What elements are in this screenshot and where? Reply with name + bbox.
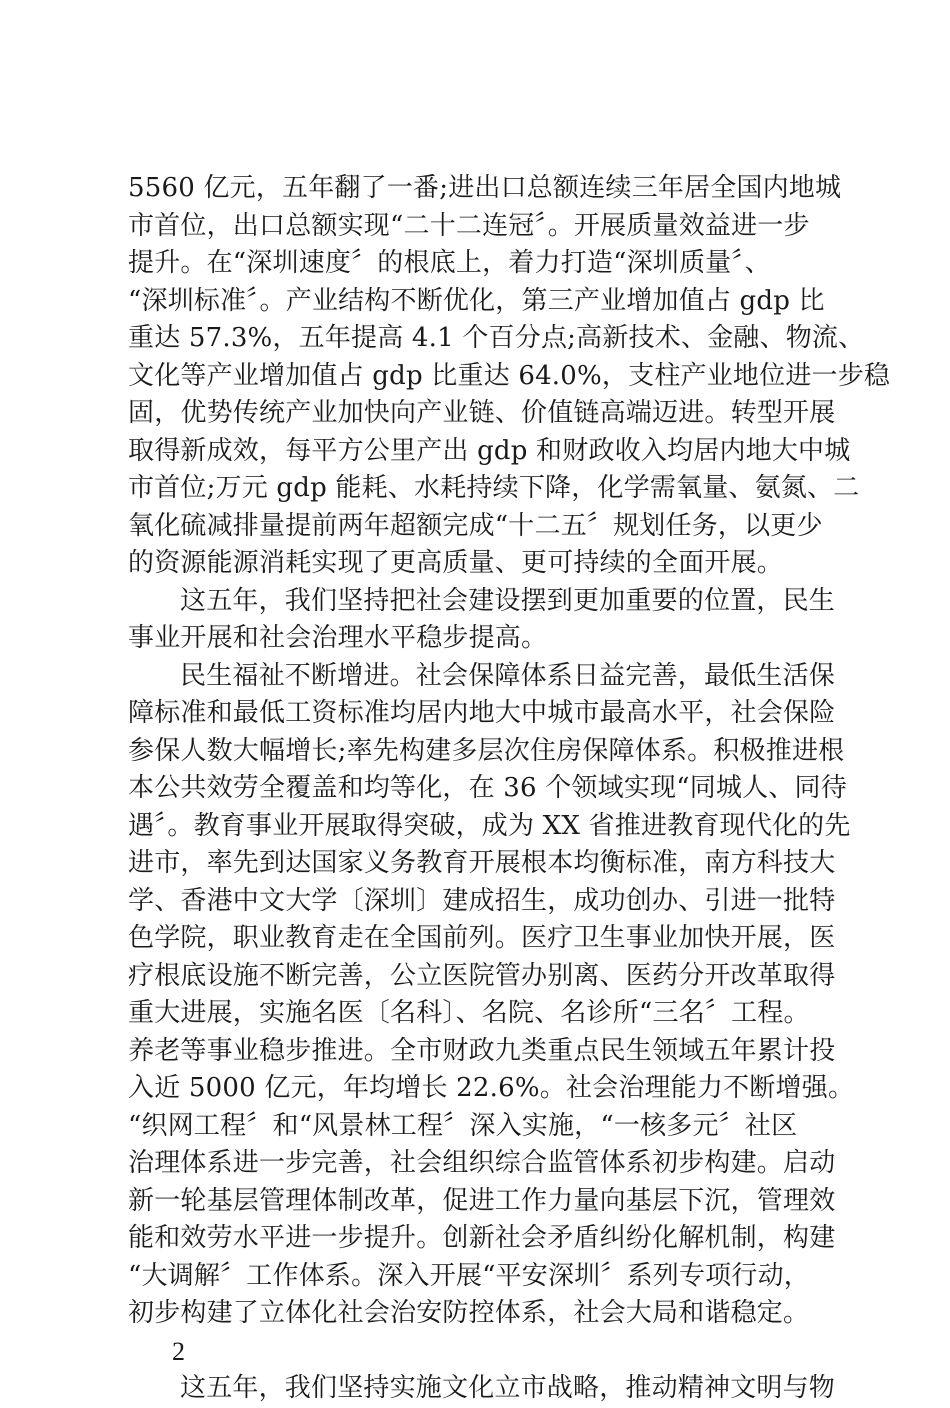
text-line: 学、香港中文大学〔深圳〕建成招生，成功创办、引进一批特 [128,885,836,916]
paragraph-first-line: 这五年，我们坚持把社会建设摆到更加重要的位置，民生 [180,585,836,616]
text-line: 5560 亿元，五年翻了一番;进出口总额连续三年居全国内地城 [128,173,842,203]
text-line: 养老等事业稳步推进。全市财政九类重点民生领域五年累计投 [128,1035,836,1066]
text-line: 能和效劳水平进一步提升。创新社会矛盾纠纷化解机制，构建 [128,1223,836,1253]
text-line: 参保人数大幅增长;率先构建多层次住房保障体系。积极推进根 [128,735,845,766]
text-line: 入近 5000 亿元，年均增长 22.6%。社会治理能力不断增强。 [128,1073,855,1103]
text-line: “织网工程〞和“风景林工程〞深入实施，“一核多元〞社区 [128,1110,798,1141]
text-line: 市首位，出口总额实现“二十二连冠〞。开展质量效益进一步 [128,210,810,241]
text-line: 市首位;万元 gdp 能耗、水耗持续下降，化学需氧量、氨氮、二 [128,473,860,503]
text-line: 重达 57.3%，五年提高 4.1 个百分点;高新技术、金融、物流、 [128,323,865,353]
text-line: 文化等产业增加值占 gdp 比重达 64.0%，支柱产业地位进一步稳 [128,360,891,391]
text-line: 初步构建了立体化社会治安防控体系，社会大局和谐稳定。 [128,1298,810,1328]
text-line: 治理体系进一步完善，社会组织综合监管体系初步构建。启动 [128,1148,836,1178]
text-line: 氧化硫减排量提前两年超额完成“十二五〞规划任务，以更少 [128,510,823,541]
text-line: 疗根底设施不断完善，公立医院管办别离、医药分开改革取得 [128,960,836,991]
text-line: 色学院，职业教育走在全国前列。医疗卫生事业加快开展，医 [128,923,836,953]
text-line: 重大进展，实施名医〔名科〕、名院、名诊所“三名〞工程。 [128,998,810,1028]
paragraph-first-line: 这五年，我们坚持实施文化立市战略，推动精神文明与物 [180,1373,836,1403]
paragraph-first-line: 民生福祉不断增进。社会保障体系日益完善，最低生活保 [180,660,836,691]
text-line: 事业开展和社会治理水平稳步提高。 [128,623,548,653]
text-line: 遇〞。教育事业开展取得突破，成为 XX 省推进教育现代化的先 [128,810,851,841]
document-body [128,170,891,1408]
text-line: 的资源能源消耗实现了更高质量、更可持续的全面开展。 [128,548,784,578]
text-line: 新一轮基层管理体制改革，促进工作力量向基层下沉，管理效 [128,1185,836,1216]
text-line: 本公共效劳全覆盖和均等化，在 36 个领域实现“同城人、同待 [128,773,847,803]
text-line: 取得新成效，每平方公里产出 gdp 和财政收入均居内地大中城 [128,435,851,466]
text-line: 固，优势传统产业加快向产业链、价值链高端迈进。转型开展 [128,398,836,428]
text-line: “深圳标准〞。产业结构不断优化，第三产业增加值占 gdp 比 [128,285,825,316]
text-line: 进市，率先到达国家义务教育开展根本均衡标准，南方科技大 [128,848,836,878]
text-line: “大调解〞工作体系。深入开展“平安深圳〞系列专项行动， [128,1260,810,1291]
page-number: 2 [172,1336,186,1366]
text-line: 提升。在“深圳速度〞的根底上，着力打造“深圳质量〞、 [128,248,771,278]
text-line: 障标准和最低工资标准均居内地大中城市最高水平，社会保险 [128,698,836,728]
